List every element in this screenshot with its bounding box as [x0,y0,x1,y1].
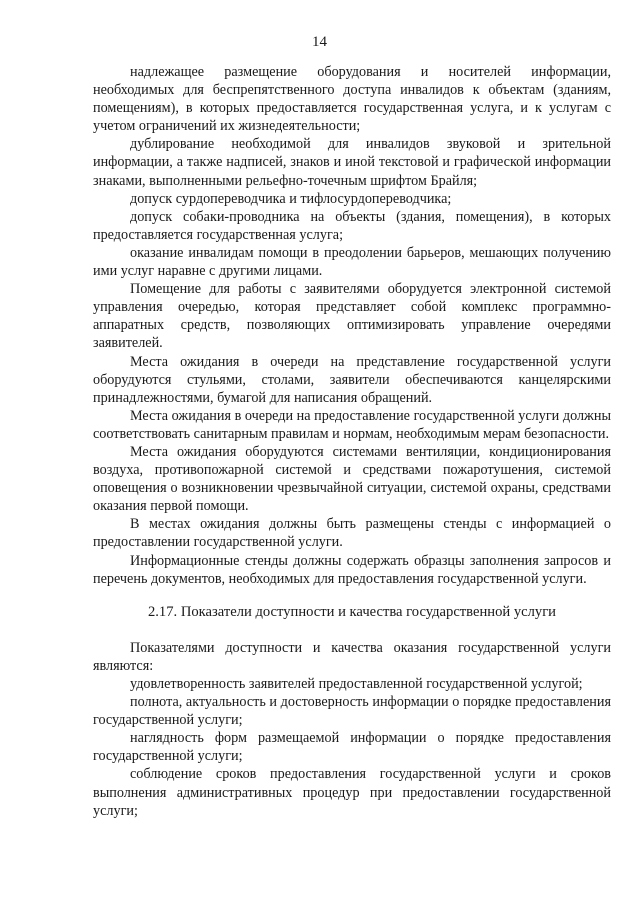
paragraph: дублирование необходимой для инвалидов звуковой и зрительной информации, а также надписей, знаков и иной текстовой и графической информации знаками, выполненными рельефно-точечным шрифтом Брайля; [93,136,611,189]
paragraph: допуск сурдопереводчика и тифлосурдопереводчика; [130,190,452,207]
paragraph: наглядность форм размещаемой информации о порядке предоставления государственной услуги; [93,730,611,765]
paragraph: Показателями доступности и качества оказания государственной услуги являются: [93,639,611,674]
paragraph: Места ожидания в очереди на предоставление государственной услуги должны соответствовать санитарным правилам и нормам, необходимым мерам безопасности. [93,407,611,442]
paragraph: оказание инвалидам помощи в преодолении барьеров, мешающих получению ими услуг наравне с другими лицами. [93,244,611,280]
paragraph: соблюдение сроков предоставления государственной услуги и сроков выполнения административных процедур при предоставлении государственной услуги; [93,766,611,819]
paragraph: Информационные стенды должны содержать образцы заполнения запросов и перечень документов, необходимых для предоставления государственной услуги. [93,552,611,587]
page-number: 14 [312,34,327,50]
paragraph: Места ожидания оборудуются системами вентиляции, кондиционирования воздуха, противопожарной системой и средствами пожаротушения, системой оповещения о возникновении чрезвычайной ситуации, системой охраны, средствами оказания первой помощи. [93,443,611,515]
section-heading: 2.17. Показатели доступности и качества государственной услуги [147,603,556,620]
paragraph: Места ожидания в очереди на представление государственной услуги оборудуются стульями, столами, заявители обеспечиваются канцелярскими принадлежностями, бумагой для написания обращений. [93,353,611,406]
paragraph: полнота, актуальность и достоверность информации о порядке предоставления государственной услуги; [93,694,611,729]
paragraph: допуск собаки-проводника на объекты (здания, помещения), в которых предоставляется государственная услуга; [93,208,611,243]
paragraph: В местах ожидания должны быть размещены стенды с информацией о предоставлении государственной услуги. [93,516,611,551]
paragraph: Помещение для работы с заявителями оборудуется электронной системой управления очередью, которая представляет собой комплекс программно-аппаратных средств, позволяющих оптимизировать управление очередями заявителей. [93,281,611,352]
paragraph: надлежащее размещение оборудования и носителей информации, необходимых для беспрепятственного доступа инвалидов к объектам (зданиям, помещениям), в которых предоставляется государственная услуга, и к услугам с учетом ограничений их жизнедеятельности; [93,64,611,135]
paragraph: удовлетворенность заявителей предоставленной государственной услугой; [130,676,583,692]
page-body [93,63,611,820]
